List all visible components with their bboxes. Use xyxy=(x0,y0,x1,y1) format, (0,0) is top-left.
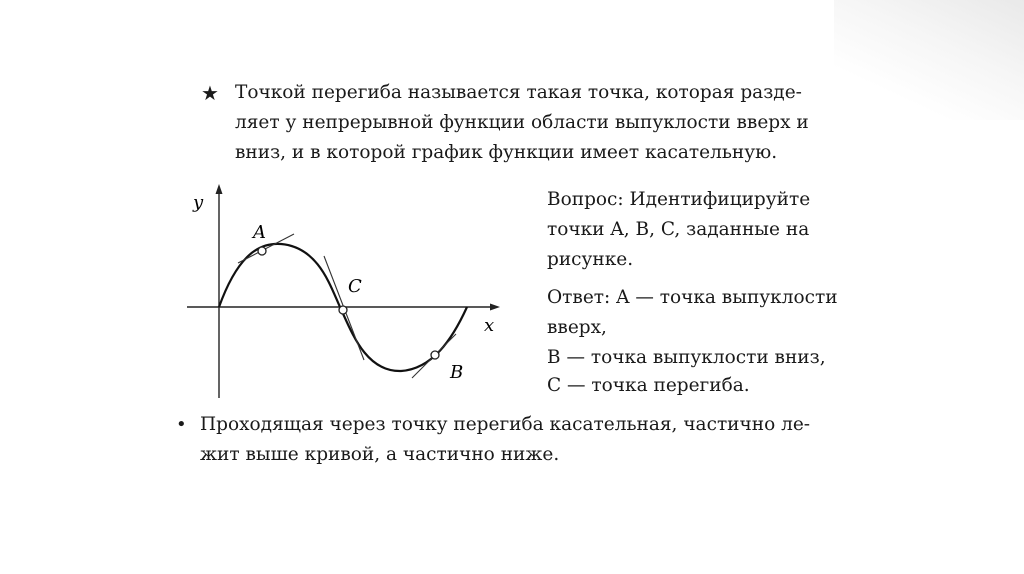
answer-line-3: B — точка выпуклости вниз, xyxy=(547,347,826,368)
question-line-2: точки A, B, C, заданные на xyxy=(547,219,810,240)
point-a-label: A xyxy=(253,222,266,243)
question-line-3: рисунке. xyxy=(547,249,634,270)
point-b-label: B xyxy=(450,362,464,383)
y-axis-arrow-icon xyxy=(216,184,223,194)
x-axis-label: x xyxy=(484,315,495,336)
y-axis-label: y xyxy=(193,192,204,213)
definition-line-2: ляет у непрерывной функции области выпуклости вверх и xyxy=(235,112,809,133)
note-line-1: Проходящая через точку перегиба касательная, частично ле- xyxy=(200,414,811,435)
answer-line-4: C — точка перегиба. xyxy=(547,375,750,396)
definition-line-1: Точкой перегиба называется такая точка, которая разде- xyxy=(235,82,802,103)
note-line-2: жит выше кривой, а частично ниже. xyxy=(200,444,560,465)
inflection-figure xyxy=(170,178,510,408)
slide-corner-shade xyxy=(834,0,1024,120)
question-line-1: Вопрос: Идентифицируйте xyxy=(547,189,811,210)
point-c-label: C xyxy=(348,276,362,297)
x-axis-arrow-icon xyxy=(490,304,500,311)
point-c-marker xyxy=(339,306,347,314)
star-icon: ★ xyxy=(201,81,219,105)
answer-line-2: вверх, xyxy=(547,317,607,338)
answer-line-1: Ответ: A — точка выпуклости xyxy=(547,287,838,308)
point-a-marker xyxy=(258,247,266,255)
bullet-icon: • xyxy=(176,414,187,435)
tangent-a xyxy=(238,234,294,263)
point-b-marker xyxy=(431,351,439,359)
definition-line-3: вниз, и в которой график функции имеет касательную. xyxy=(235,142,778,163)
